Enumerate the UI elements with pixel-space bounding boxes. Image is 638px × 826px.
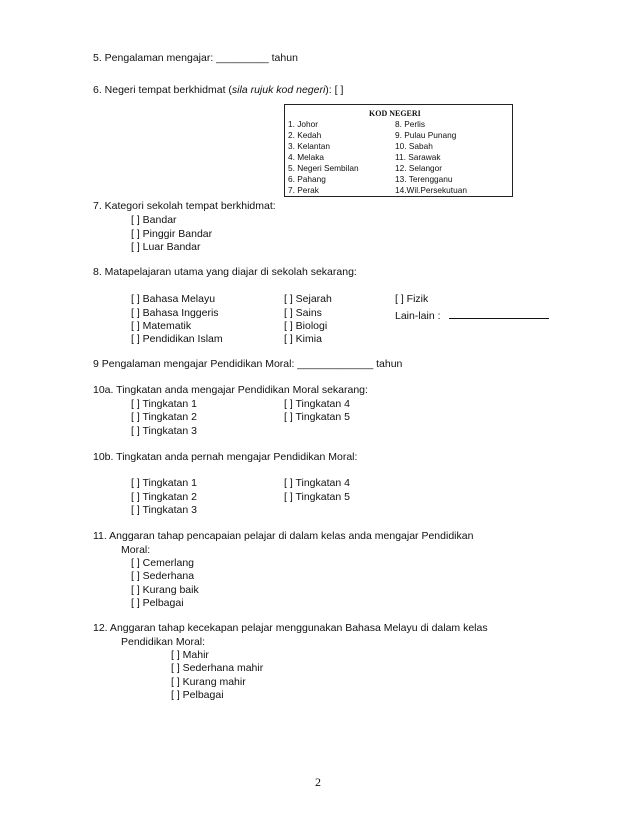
question-9: 9 Pengalaman mengajar Pendidikan Moral: _____________ tahun — [93, 358, 403, 370]
option-checkbox[interactable]: [ ] Fizik — [395, 293, 429, 305]
state-code-item: 8. Perlis — [395, 119, 425, 129]
state-code-item: 12. Selangor — [395, 163, 443, 173]
option-checkbox[interactable]: [ ] Bahasa Melayu — [131, 293, 216, 305]
state-code-item: 1. Johor — [288, 119, 318, 129]
question-6 — [93, 84, 343, 97]
state-code-item: 7. Perak — [288, 185, 319, 195]
question-6-italic: sila rujuk kod negeri — [231, 84, 326, 96]
option-checkbox[interactable]: [ ] Sederhana — [131, 570, 195, 582]
kod-negeri-title: KOD NEGERI — [369, 109, 421, 118]
option-checkbox[interactable]: [ ] Pinggir Bandar — [131, 228, 213, 240]
kod-negeri-table — [284, 104, 513, 197]
state-code-item: 3. Kelantan — [288, 141, 330, 151]
question-11: 11. Anggaran tahap pencapaian pelajar di dalam kelas anda mengajar Pendidikan — [93, 530, 474, 542]
option-checkbox[interactable]: [ ] Sederhana mahir — [171, 662, 264, 674]
option-checkbox[interactable]: [ ] Pelbagai — [171, 689, 224, 701]
kod-negeri-col1 — [288, 119, 359, 196]
option-checkbox[interactable]: [ ] Matematik — [131, 320, 192, 332]
option-checkbox[interactable]: [ ] Tingkatan 1 — [131, 477, 197, 489]
option-checkbox[interactable]: [ ] Sejarah — [284, 293, 332, 305]
state-code-item: 6. Pahang — [288, 174, 326, 184]
state-code-item: 13. Terengganu — [395, 174, 453, 184]
option-checkbox[interactable]: [ ] Pelbagai — [131, 597, 184, 609]
option-checkbox[interactable]: [ ] Kimia — [284, 333, 322, 345]
option-checkbox[interactable]: [ ] Luar Bandar — [131, 241, 201, 253]
option-checkbox[interactable]: [ ] Tingkatan 4 — [284, 398, 350, 410]
question-11-cont: Moral: — [121, 544, 151, 556]
state-code-item: 2. Kedah — [288, 130, 322, 140]
question-12: 12. Anggaran tahap kecekapan pelajar menggunakan Bahasa Melayu di dalam kelas — [93, 622, 488, 634]
option-checkbox[interactable]: [ ] Cemerlang — [131, 557, 195, 569]
question-12-cont: Pendidikan Moral: — [121, 636, 206, 648]
lain-lain-field — [395, 307, 549, 323]
option-checkbox[interactable]: [ ] Bahasa Inggeris — [131, 307, 219, 319]
lain-lain-label: Lain-lain : — [395, 310, 441, 322]
state-code-item: 4. Melaka — [288, 152, 324, 162]
question-6-bracket[interactable]: ): [ ] — [325, 84, 344, 96]
state-code-item: 10. Sabah — [395, 141, 433, 151]
state-code-item: 9. Pulau Punang — [395, 130, 457, 140]
option-checkbox[interactable]: [ ] Kurang baik — [131, 584, 199, 596]
question-8: 8. Matapelajaran utama yang diajar di sekolah sekarang: — [93, 266, 357, 278]
question-5: 5. Pengalaman mengajar: _________ tahun — [93, 52, 298, 64]
option-checkbox[interactable]: [ ] Tingkatan 4 — [284, 477, 350, 489]
option-checkbox[interactable]: [ ] Bandar — [131, 214, 177, 226]
option-checkbox[interactable]: [ ] Kurang mahir — [171, 676, 246, 688]
option-checkbox[interactable]: [ ] Tingkatan 5 — [284, 491, 350, 503]
question-10a: 10a. Tingkatan anda mengajar Pendidikan Moral sekarang: — [93, 384, 368, 396]
page-number: 2 — [315, 775, 321, 789]
question-10b: 10b. Tingkatan anda pernah mengajar Pendidikan Moral: — [93, 451, 358, 463]
option-checkbox[interactable]: [ ] Pendidikan Islam — [131, 333, 223, 345]
state-code-item: 14.Wil.Persekutuan — [395, 185, 467, 195]
option-checkbox[interactable]: [ ] Biologi — [284, 320, 328, 332]
option-checkbox[interactable]: [ ] Sains — [284, 307, 322, 319]
option-checkbox[interactable]: [ ] Tingkatan 1 — [131, 398, 197, 410]
state-code-item: 5. Negeri Sembilan — [288, 163, 359, 173]
state-code-item: 11. Sarawak — [395, 152, 441, 162]
question-6-text: 6. Negeri tempat berkhidmat ( — [93, 84, 232, 96]
option-checkbox[interactable]: [ ] Tingkatan 3 — [131, 425, 197, 437]
option-checkbox[interactable]: [ ] Mahir — [171, 649, 209, 661]
lain-lain-input[interactable] — [449, 307, 549, 319]
question-7: 7. Kategori sekolah tempat berkhidmat: — [93, 200, 276, 212]
option-checkbox[interactable]: [ ] Tingkatan 2 — [131, 411, 197, 423]
option-checkbox[interactable]: [ ] Tingkatan 5 — [284, 411, 350, 423]
option-checkbox[interactable]: [ ] Tingkatan 3 — [131, 504, 197, 516]
kod-negeri-col2 — [395, 119, 467, 196]
option-checkbox[interactable]: [ ] Tingkatan 2 — [131, 491, 197, 503]
